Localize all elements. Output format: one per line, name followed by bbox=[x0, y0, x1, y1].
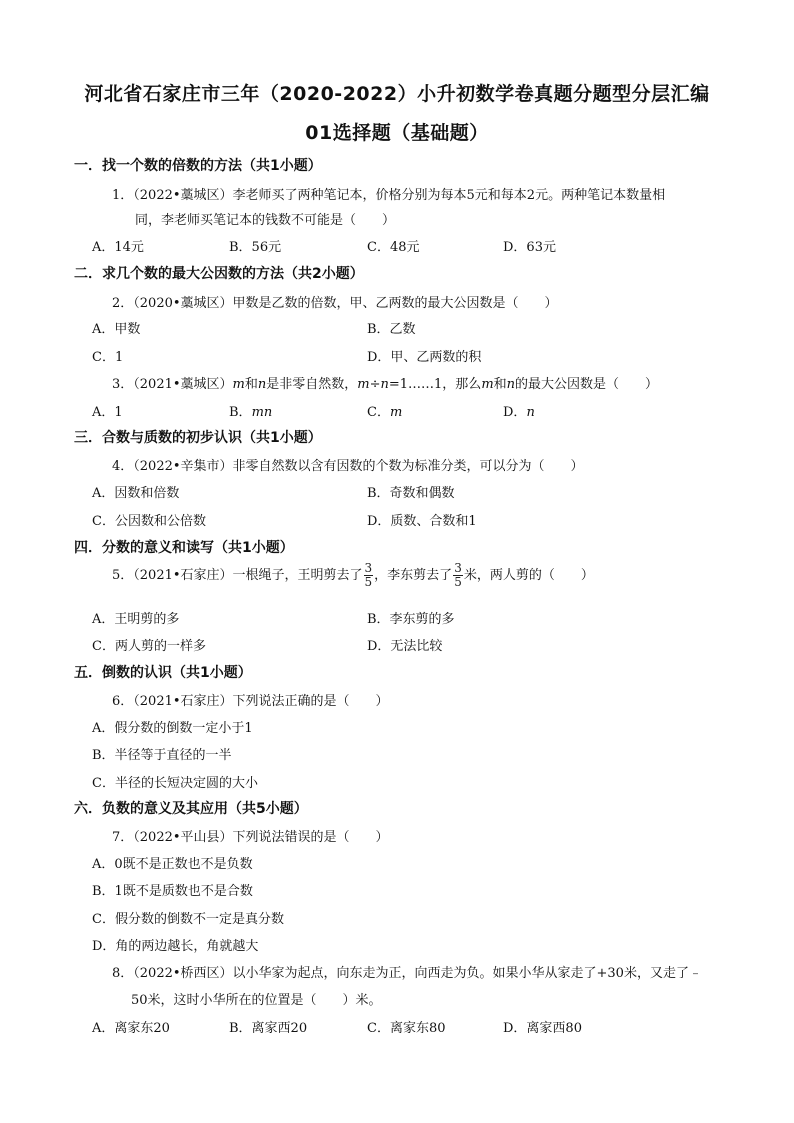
question-3-div-sign: ÷ bbox=[369, 377, 381, 392]
question-2-stem: 2．（2020•藁城区）甲数是乙数的倍数，甲、乙两数的最大公因数是（ ） bbox=[112, 296, 558, 311]
question-3-option-c bbox=[367, 401, 402, 420]
question-3-mid2: =1……1，那么 bbox=[388, 377, 482, 392]
question-3-option-c-label: C． bbox=[367, 405, 390, 420]
question-5-stem bbox=[112, 562, 594, 589]
question-3-option-d-label: D． bbox=[503, 405, 527, 420]
section-heading-5: 五．倒数的认识（共1小题） bbox=[74, 665, 252, 681]
question-5-option-d: D．无法比较 bbox=[367, 639, 443, 654]
question-8-stem-line2: 50米，这时小华所在的位置是（ ）米。 bbox=[131, 993, 382, 1008]
question-5-fraction-1-numerator: 3 bbox=[364, 561, 373, 575]
question-5-fraction-2-denominator: 5 bbox=[454, 575, 462, 589]
question-4-option-b: B．奇数和偶数 bbox=[367, 486, 455, 501]
question-5-part3: 米，两人剪的（ ） bbox=[463, 568, 594, 583]
question-1-option-d: D．63元 bbox=[503, 240, 556, 255]
question-1-stem-line1: 1．（2022•藁城区）李老师买了两种笔记本，价格分别为每本5元和每本2元。两种笔记本数量相 bbox=[112, 188, 666, 203]
question-1-option-c: C．48元 bbox=[367, 240, 420, 255]
question-3-prefix: 3．（2021•藁城区） bbox=[112, 377, 233, 392]
question-3-option-c-var: m bbox=[389, 405, 403, 420]
question-7-option-d: D．角的两边越长，角就越大 bbox=[92, 939, 259, 954]
question-3-option-b bbox=[229, 401, 272, 420]
question-6-option-b: B．半径等于直径的一半 bbox=[92, 748, 232, 763]
question-8-option-b: B．离家西20 bbox=[229, 1021, 308, 1036]
question-5-part2: ，李东剪去了 bbox=[374, 568, 453, 583]
question-3-suffix: 的最大公因数是（ ） bbox=[515, 377, 659, 392]
section-heading-4: 四．分数的意义和读写（共1小题） bbox=[74, 540, 294, 556]
question-6-option-a: A．假分数的倒数一定小于1 bbox=[92, 721, 253, 736]
question-7-stem: 7．（2022•平山县）下列说法错误的是（ ） bbox=[112, 830, 389, 845]
question-3-expr-m: m bbox=[357, 377, 370, 392]
question-7-option-a: A．0既不是正数也不是负数 bbox=[92, 857, 253, 872]
question-1-option-a: A．14元 bbox=[92, 240, 144, 255]
question-6-option-c: C．半径的长短决定圆的大小 bbox=[92, 776, 258, 791]
question-6-stem: 6．（2021•石家庄）下列说法正确的是（ ） bbox=[112, 694, 389, 709]
question-7-option-b: B．1既不是质数也不是合数 bbox=[92, 884, 253, 899]
question-3-option-d bbox=[503, 401, 535, 420]
question-5-part1: 5．（2021•石家庄）一根绳子，王明剪去了 bbox=[112, 568, 363, 583]
question-8-option-a: A．离家东20 bbox=[92, 1021, 170, 1036]
question-2-option-b: B．乙数 bbox=[367, 322, 416, 337]
question-8-option-d: D．离家西80 bbox=[503, 1021, 582, 1036]
question-8-stem-line1: 8．（2022•桥西区）以小华家为起点，向东走为正，向西走为负。如果小华从家走了+30米，又走了﹣ bbox=[112, 966, 702, 981]
section-heading-6: 六．负数的意义及其应用（共5小题） bbox=[74, 801, 308, 817]
question-3-and: 和 bbox=[244, 377, 258, 392]
question-3-option-b-var: mn bbox=[251, 405, 273, 420]
question-5-fraction-2 bbox=[453, 562, 463, 589]
question-3-stem bbox=[112, 373, 658, 392]
question-5-fraction-1-denominator: 5 bbox=[364, 575, 373, 589]
question-5-fraction-2-numerator: 3 bbox=[454, 561, 462, 575]
question-5-fraction-1 bbox=[364, 562, 374, 589]
question-3-mid: 是非零自然数， bbox=[266, 377, 358, 392]
question-4-stem: 4．（2022•辛集市）非零自然数以含有因数的个数为标准分类，可以分为（ ） bbox=[112, 459, 584, 474]
question-3-option-b-label: B． bbox=[229, 405, 252, 420]
document-subtitle: 01选择题（基础题） bbox=[305, 122, 489, 144]
section-heading-3: 三．合数与质数的初步认识（共1小题） bbox=[74, 430, 322, 446]
question-7-option-c: C．假分数的倒数不一定是真分数 bbox=[92, 912, 284, 927]
question-5-option-b: B．李东剪的多 bbox=[367, 612, 455, 627]
question-3-and2: 和 bbox=[493, 377, 507, 392]
question-2-option-c: C．1 bbox=[92, 350, 124, 365]
question-3-var-n: n bbox=[257, 377, 267, 392]
section-heading-1: 一．找一个数的倍数的方法（共1小题） bbox=[74, 158, 322, 174]
question-4-option-a: A．因数和倍数 bbox=[92, 486, 180, 501]
question-3-var-m2: m bbox=[481, 377, 494, 392]
question-1-option-b: B．56元 bbox=[229, 240, 282, 255]
question-3-var-m: m bbox=[232, 377, 245, 392]
question-5-option-c: C．两人剪的一样多 bbox=[92, 639, 206, 654]
section-heading-2: 二．求几个数的最大公因数的方法（共2小题） bbox=[74, 266, 364, 282]
question-3-var-n2: n bbox=[506, 377, 516, 392]
question-4-option-c: C．公因数和公倍数 bbox=[92, 514, 206, 529]
question-8-option-c: C．离家东80 bbox=[367, 1021, 446, 1036]
question-5-option-a: A．王明剪的多 bbox=[92, 612, 180, 627]
question-4-option-d: D．质数、合数和1 bbox=[367, 514, 477, 529]
question-3-option-d-var: n bbox=[526, 405, 535, 420]
question-3-option-a: A．1 bbox=[92, 405, 123, 420]
question-2-option-a: A．甲数 bbox=[92, 322, 141, 337]
document-title: 河北省石家庄市三年（2020-2022）小升初数学卷真题分题型分层汇编 bbox=[84, 83, 710, 105]
question-1-stem-line2: 同，李老师买笔记本的钱数不可能是（ ） bbox=[135, 213, 396, 228]
question-2-option-d: D．甲、乙两数的积 bbox=[367, 350, 482, 365]
question-3-expr-n: n bbox=[380, 377, 389, 392]
